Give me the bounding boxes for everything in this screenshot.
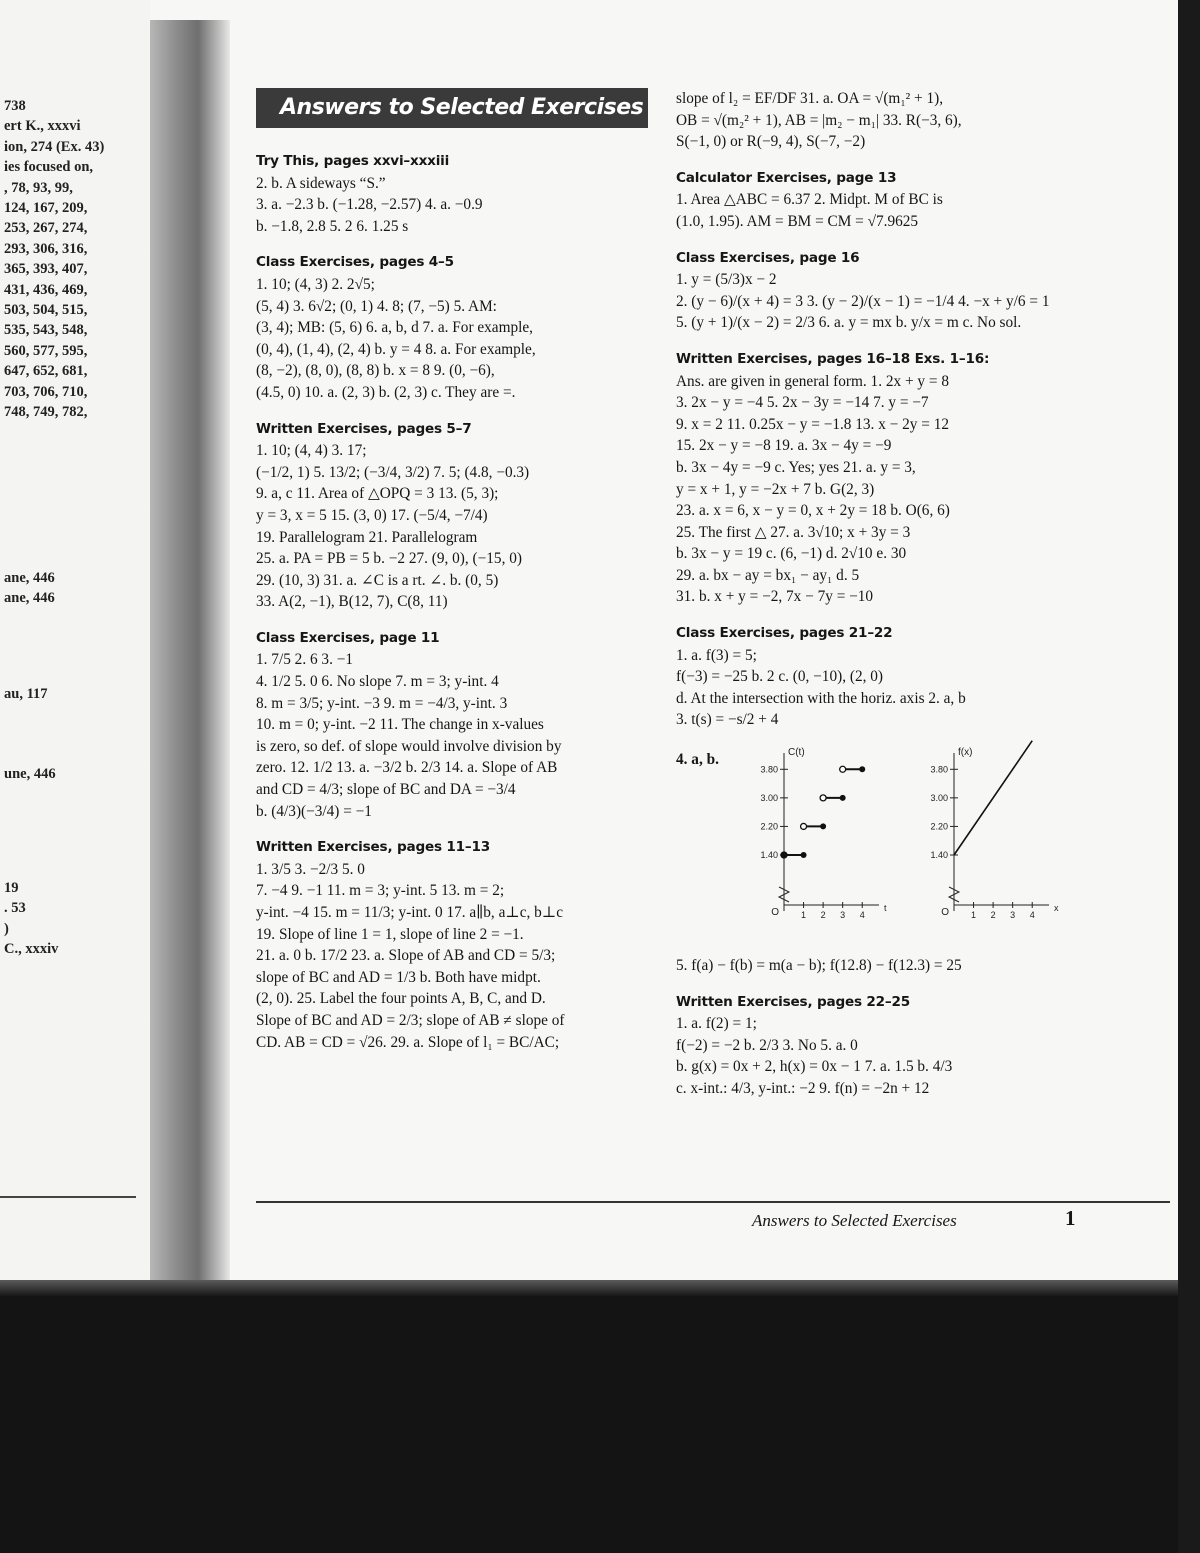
- answer-line-5: [676, 955, 1074, 977]
- index-line: C., xxxiv: [4, 941, 59, 958]
- section-heading: Written Exercises, pages 11–13: [256, 839, 491, 856]
- answer-line: Ans. are given in general form. 1. 2x + y = 8: [676, 372, 949, 390]
- answer-line: 15. 2x − y = −8 19. a. 3x − 4y = −9: [676, 437, 892, 455]
- answer-line: 31. b. x + y = −2, 7x − 7y = −10: [676, 588, 874, 606]
- answer-line: b. −1.8, 2.8 5. 2 6. 1.25 s: [256, 217, 409, 235]
- x-tick-label: 2: [820, 910, 826, 921]
- answer-line: 1. y = (5/3)x − 2: [676, 271, 777, 289]
- answer-line: b. g(x) = 0x + 2, h(x) = 0x − 1 7. a. 1.5 b. 4/3: [676, 1058, 953, 1076]
- answer-line: 3. t(s) = −s/2 + 4: [676, 711, 779, 729]
- section-heading: Class Exercises, page 16: [676, 249, 860, 266]
- x-axis-label: x: [1054, 903, 1059, 914]
- answer-line: 10. m = 0; y-int. −2 11. The change in x-values: [256, 716, 544, 734]
- answer-line: (5, 4) 3. 6√2; (0, 1) 4. 8; (7, −5) 5. AM:: [256, 297, 497, 315]
- footer-rule: [256, 1201, 1170, 1203]
- answer-line: S(−1, 0) or R(−9, 4), S(−7, −2): [676, 133, 866, 151]
- y-axis-label: f(x): [958, 747, 973, 759]
- answer-line: 2. (y − 6)/(x + 4) = 3 3. (y − 2)/(x − 1) = −1/4 4. −x + y/6 = 1: [676, 292, 1050, 310]
- index-line: . 53: [4, 900, 26, 917]
- index-line: 19: [4, 880, 19, 896]
- y-tick-label: 3.80: [760, 764, 778, 775]
- answer-line: 5. (y + 1)/(x − 2) = 2/3 6. a. y = mx b. y/x = m c. No sol.: [676, 314, 1022, 332]
- answer-section-written-5-7: [256, 418, 648, 613]
- answer-line: 7. −4 9. −1 11. m = 3; y-int. 5 13. m = 2;: [256, 882, 505, 900]
- index-line: 253, 267, 274,: [4, 220, 88, 237]
- answer-line: f(−3) = −25 b. 2 c. (0, −10), (2, 0): [676, 668, 883, 686]
- segment-left-endpoint: [801, 823, 807, 829]
- answer-section-class-21-22: [676, 622, 1074, 731]
- section-heading: Written Exercises, pages 5–7: [256, 420, 472, 437]
- answer-line: (0, 4), (1, 4), (2, 4) b. y = 4 8. a. For example,: [256, 340, 536, 358]
- segment-right-endpoint: [801, 852, 807, 858]
- segment-right-endpoint: [840, 795, 846, 801]
- answer-line: 1. 7/5 2. 6 3. −1: [256, 651, 354, 669]
- index-line: 431, 436, 469,: [4, 281, 88, 298]
- segment-left-endpoint: [781, 852, 787, 858]
- answer-line: 25. a. PA = PB = 5 b. −2 27. (9, 0), (−15, 0): [256, 550, 522, 568]
- answer-line: 1. 3/5 3. −2/3 5. 0: [256, 860, 365, 878]
- index-line: 293, 306, 316,: [4, 240, 88, 257]
- segment-right-endpoint: [859, 766, 865, 772]
- scanner-edge: [1178, 0, 1200, 1553]
- answer-line: b. 3x − y = 19 c. (6, −1) d. 2√10 e. 30: [676, 545, 907, 563]
- answer-section-try-this: [256, 150, 648, 237]
- answer-line: 1. 10; (4, 3) 2. 2√5;: [256, 275, 375, 293]
- answer-line: y-int. −4 15. m = 11/3; y-int. 0 17. a∥b, a⊥c, b⊥c: [256, 904, 564, 921]
- answer-line: c. x-int.: 4/3, y-int.: −2 9. f(n) = −2n + 12: [676, 1080, 930, 1097]
- section-heading: Calculator Exercises, page 13: [676, 169, 897, 186]
- answer-line: slope of l₂ = EF/DF 31. a. OA = √(m₁² + 1),: [676, 90, 944, 107]
- answer-line: 29. (10, 3) 31. a. ∠C is a rt. ∠. b. (0, 5): [256, 571, 499, 589]
- index-fragment-117: au, 117: [4, 686, 48, 702]
- answer-line: and CD = 4/3; slope of BC and DA = −3/4: [256, 781, 516, 799]
- answers-right-column: [676, 88, 1074, 1114]
- index-line: 503, 504, 515,: [4, 302, 88, 319]
- answer-line: 21. a. 0 b. 17/2 23. a. Slope of AB and CD = 5/3;: [256, 947, 556, 965]
- index-fragment-top: [4, 96, 104, 423]
- y-tick-label: 3.00: [930, 792, 948, 803]
- x-tick-label: 1: [971, 910, 977, 921]
- answer-line: (8, −2), (8, 0), (8, 8) b. x = 8 9. (0, −6),: [256, 362, 495, 380]
- x-tick-label: 4: [859, 910, 865, 921]
- page-number: 1: [1065, 1206, 1076, 1230]
- origin-label: O: [771, 907, 779, 919]
- answer-line: d. At the intersection with the horiz. axis 2. a, b: [676, 689, 966, 707]
- section-heading: Class Exercises, pages 21–22: [676, 625, 893, 642]
- answer-line: 1. a. f(2) = 1;: [676, 1015, 757, 1033]
- x-tick-label: 1: [801, 910, 807, 921]
- segment-left-endpoint: [820, 795, 826, 801]
- origin-label: O: [941, 907, 949, 919]
- answer-line: (3, 4); MB: (5, 6) 6. a, b, d 7. a. For example,: [256, 319, 533, 337]
- answer-line: b. 3x − 4y = −9 c. Yes; yes 21. a. y = 3,: [676, 458, 916, 476]
- answer-line: 9. a, c 11. Area of △OPQ = 3 13. (5, 3);: [256, 485, 499, 503]
- answer-section-written-16-18: [676, 348, 1074, 608]
- answer-line: 9. x = 2 11. 0.25x − y = −1.8 13. x − 2y = 12: [676, 415, 949, 433]
- answer-line: 19. Parallelogram 21. Parallelogram: [256, 528, 478, 546]
- answer-line: 2. b. A sideways “S.”: [256, 174, 386, 192]
- answer-line: 23. a. x = 6, x − y = 0, x + 2y = 18 b. O(6, 6): [676, 502, 950, 520]
- answer-line: 1. 10; (4, 4) 3. 17;: [256, 442, 367, 460]
- step-and-line-graphs: [734, 745, 1059, 935]
- answer-line: (2, 0). 25. Label the four points A, B, C, and D.: [256, 990, 546, 1008]
- index-line: ion, 274 (Ex. 43): [4, 138, 105, 155]
- answer-line: 5. f(a) − f(b) = m(a − b); f(12.8) − f(12.3) = 25: [676, 957, 962, 975]
- answer-line: 1. a. f(3) = 5;: [676, 646, 757, 664]
- answer-line: OB = √(m₂² + 1), AB = |m₂ − m₁| 33. R(−3, 6),: [676, 111, 962, 129]
- x-tick-label: 4: [1029, 910, 1035, 921]
- index-line: 703, 706, 710,: [4, 383, 88, 400]
- y-tick-label: 1.40: [760, 850, 778, 861]
- page-title-banner: Answers to Selected Exercises: [256, 88, 648, 128]
- answer-block-continuation: [676, 88, 1074, 153]
- section-heading: Written Exercises, pages 16–18 Exs. 1–16:: [676, 350, 990, 367]
- segment-right-endpoint: [820, 823, 826, 829]
- answer-line: y = 3, x = 5 15. (3, 0) 17. (−5/4, −7/4): [256, 506, 488, 524]
- index-line: 124, 167, 209,: [4, 200, 88, 217]
- answer-section-class-16: [676, 247, 1074, 334]
- answers-left-column: [256, 88, 648, 1067]
- index-line: , 78, 93, 99,: [4, 179, 73, 196]
- answer-section-written-11-13: [256, 836, 648, 1053]
- x-axis-label: t: [884, 903, 887, 914]
- answer-section-calc-13: [676, 167, 1074, 233]
- answer-line: Slope of BC and AD = 2/3; slope of AB ≠ slope of: [256, 1011, 565, 1029]
- y-tick-label: 1.40: [930, 850, 948, 861]
- index-line: 535, 543, 548,: [4, 322, 88, 339]
- index-line: 738: [4, 98, 26, 114]
- y-tick-label: 2.20: [760, 821, 778, 832]
- answer-line: is zero, so def. of slope would involve division by: [256, 737, 562, 755]
- running-footer-title: Answers to Selected Exercises: [752, 1211, 957, 1230]
- answer-section-class-11: [256, 627, 648, 822]
- section-heading: Written Exercises, pages 22–25: [676, 993, 911, 1010]
- graph-figure: [676, 745, 1074, 945]
- answer-line: 19. Slope of line 1 = 1, slope of line 2 = −1.: [256, 925, 524, 943]
- index-fragment-446: une, 446: [4, 766, 56, 782]
- answer-line: slope of BC and AD = 1/3 b. Both have midpt.: [256, 968, 541, 986]
- answer-line: 25. The first △ 27. a. 3√10; x + 3y = 3: [676, 523, 911, 541]
- answer-section-class-4-5: [256, 251, 648, 403]
- index-fragment-mid: [4, 568, 55, 609]
- index-line: ane, 446: [4, 570, 55, 586]
- y-axis-label: C(t): [788, 747, 805, 759]
- answer-line: 1. Area △ABC = 6.37 2. Midpt. M of BC is: [676, 191, 943, 209]
- section-heading: Try This, pages xxvi–xxxiii: [256, 153, 450, 169]
- y-tick-label: 3.80: [930, 764, 948, 775]
- answer-line: 3. a. −2.3 b. (−1.28, −2.57) 4. a. −0.9: [256, 196, 483, 214]
- index-line: ane, 446: [4, 590, 55, 607]
- answer-line: (4.5, 0) 10. a. (2, 3) b. (2, 3) c. They are =.: [256, 383, 516, 401]
- answer-line: b. (4/3)(−3/4) = −1: [256, 802, 372, 820]
- index-line: 748, 749, 782,: [4, 404, 88, 421]
- index-line: 560, 577, 595,: [4, 342, 88, 359]
- index-line: 365, 393, 407,: [4, 261, 88, 278]
- axis-break: [779, 887, 789, 902]
- x-tick-label: 2: [990, 910, 996, 921]
- index-fragment-bottom: [4, 878, 58, 960]
- scanner-background: [0, 1280, 1200, 1553]
- binding-shadow: [150, 20, 230, 1285]
- x-tick-label: 3: [840, 910, 846, 921]
- index-line: 647, 652, 681,: [4, 363, 88, 380]
- y-tick-label: 2.20: [930, 821, 948, 832]
- answer-line: 33. A(2, −1), B(12, 7), C(8, 11): [256, 593, 448, 611]
- answer-line: f(−2) = −2 b. 2/3 3. No 5. a. 0: [676, 1036, 858, 1054]
- section-heading: Class Exercises, page 11: [256, 629, 440, 646]
- section-heading: Class Exercises, pages 4–5: [256, 254, 454, 271]
- y-tick-label: 3.00: [760, 792, 778, 803]
- answer-line: (−1/2, 1) 5. 13/2; (−3/4, 3/2) 7. 5; (4.8, −0.3): [256, 463, 530, 481]
- segment-left-endpoint: [840, 766, 846, 772]
- index-line: ert K., xxxvi: [4, 118, 81, 135]
- answer-section-written-22-25: [676, 991, 1074, 1100]
- axis-break: [949, 887, 959, 902]
- index-line: ies focused on,: [4, 159, 94, 176]
- x-tick-label: 3: [1010, 910, 1016, 921]
- answer-line: 8. m = 3/5; y-int. −3 9. m = −4/3, y-int. 3: [256, 694, 508, 712]
- answer-line: CD. AB = CD = √26. 29. a. Slope of l₁ = BC/AC;: [256, 1033, 560, 1051]
- index-line: ): [4, 920, 9, 937]
- answer-line: 3. 2x − y = −4 5. 2x − 3y = −14 7. y = −7: [676, 394, 929, 412]
- graph-label: 4. a, b.: [676, 751, 719, 769]
- left-page-rule: [0, 1196, 136, 1198]
- answer-line: 4. 1/2 5. 0 6. No slope 7. m = 3; y-int. 4: [256, 673, 499, 691]
- answer-line: 29. a. bx − ay = bx₁ − ay₁ d. 5: [676, 566, 860, 584]
- answer-line: (1.0, 1.95). AM = BM = CM = √7.9625: [676, 212, 919, 230]
- answer-line: zero. 12. 1/2 13. a. −3/2 b. 2/3 14. a. Slope of AB: [256, 759, 558, 777]
- answer-line: y = x + 1, y = −2x + 7 b. G(2, 3): [676, 480, 875, 498]
